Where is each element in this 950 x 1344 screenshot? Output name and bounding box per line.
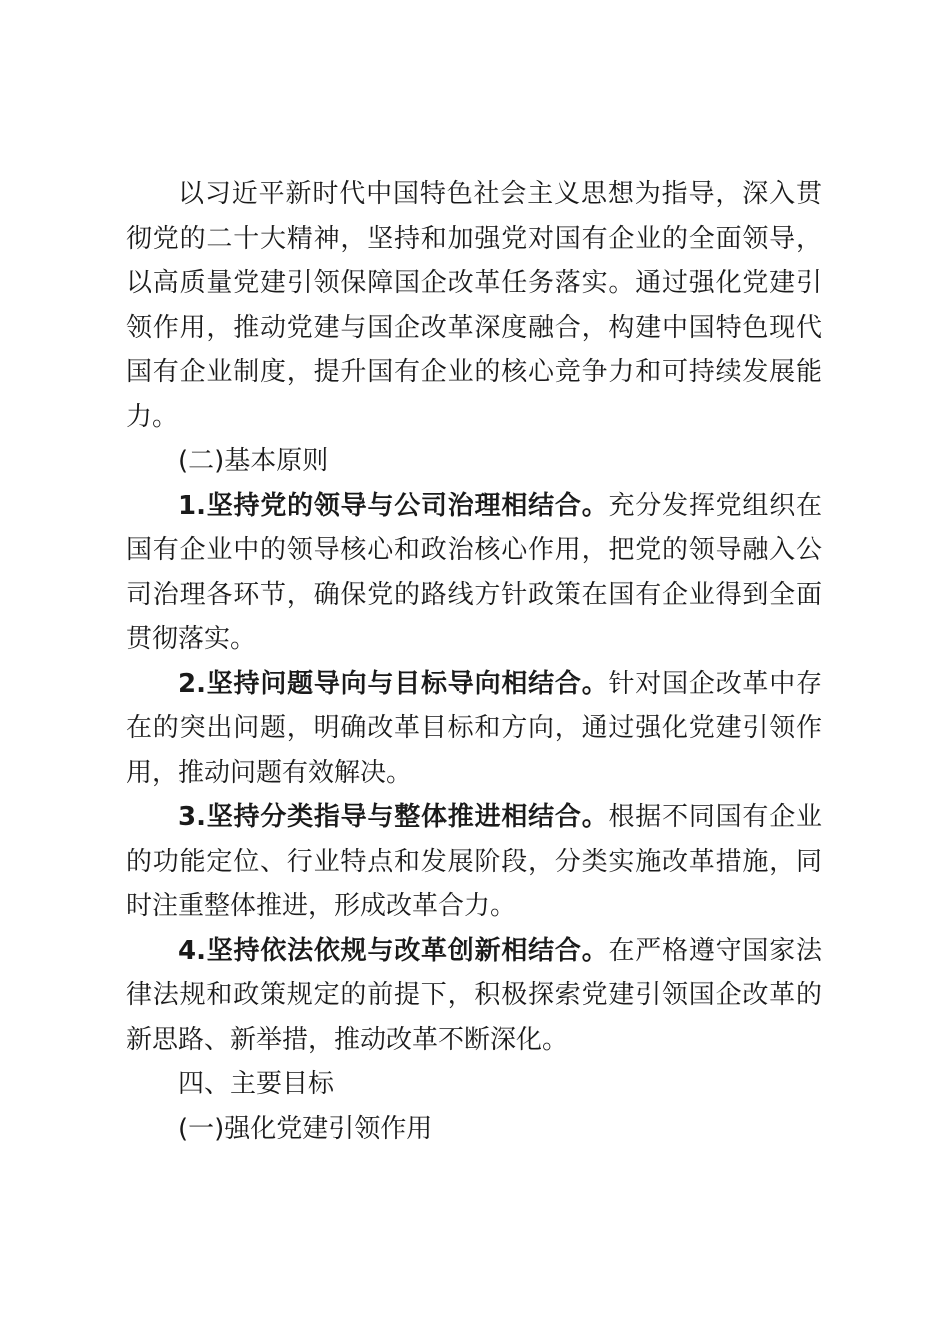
principle-body-4: 在严格遵守国家法律法规和政策规定的前提下，积极探索党建引领国企改革的新思路、新举措，推动改革不断深化。 xyxy=(126,935,822,1055)
principle-lead-3: 3.坚持分类指导与整体推进相结合。 xyxy=(178,802,609,832)
subsection-heading-strengthen: (一)强化党建引领作用 xyxy=(178,1113,433,1144)
principle-paragraph-1 xyxy=(126,484,822,662)
principle-body-3: 根据不同国有企业的功能定位、行业特点和发展阶段，分类实施改革措施，同时注重整体推进，形成改革合力。 xyxy=(126,802,822,921)
intro-paragraph: 以习近平新时代中国特色社会主义思想为指导，深入贯彻党的二十大精神，坚持和加强党对国有企业的全面领导，以高质量党建引领保障国企改革任务落实。通过强化党建引领作用，推动党建与国企改革深度融合，构建中国特色现代国有企业制度，提升国有企业的核心竞争力和可持续发展能力。 xyxy=(126,179,822,432)
principle-paragraph-4 xyxy=(126,929,822,1063)
principle-paragraph-3 xyxy=(126,795,822,929)
document-body xyxy=(126,172,822,1151)
principle-body-1: 充分发挥党组织在国有企业中的领导核心和政治核心作用，把党的领导融入公司治理各环节，确保党的路线方针政策在国有企业得到全面贯彻落实。 xyxy=(126,490,822,654)
principle-lead-1: 1.坚持党的领导与公司治理相结合。 xyxy=(178,490,609,521)
principle-lead-4: 4.坚持依法依规与改革创新相结合。 xyxy=(178,935,609,966)
principle-paragraph-2 xyxy=(126,662,822,796)
section-heading-basic-principles: (二)基本原则 xyxy=(178,446,329,476)
principle-body-2: 针对国企改革中存在的突出问题，明确改革目标和方向，通过强化党建引领作用，推动问题有效解决。 xyxy=(126,668,822,788)
section-heading-main-goals: 四、主要目标 xyxy=(178,1069,335,1099)
principle-lead-2: 2.坚持问题导向与目标导向相结合。 xyxy=(178,668,609,699)
